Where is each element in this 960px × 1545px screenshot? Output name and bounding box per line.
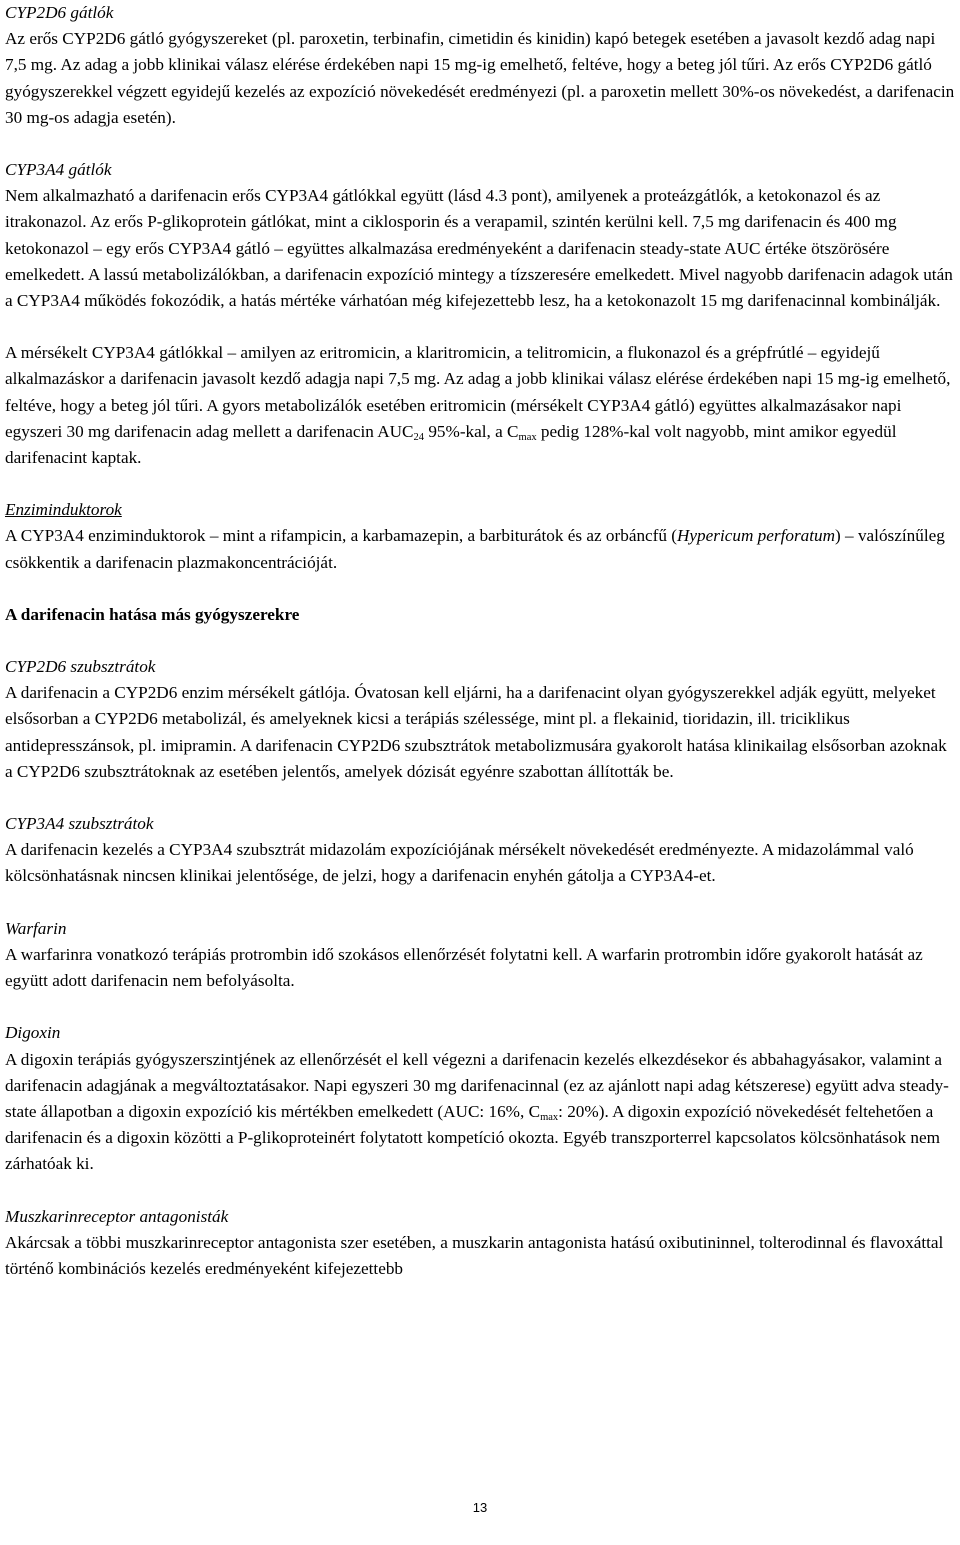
digoxin-cmax-subscript: max: [540, 1111, 559, 1123]
heading-cyp2d6-substrates: CYP2D6 szubsztrátok: [5, 657, 156, 677]
paragraph-muscarinic-antagonists: Akárcsak a többi muszkarinreceptor antagonista szer esetében, a muszkarin antagonista hatású oxibutininnel, tolterodinnal és flavoxáttal történő kombinációs kezelés eredményeként kifejezettebb: [5, 1232, 944, 1278]
cmax-subscript: max: [518, 431, 537, 443]
moderate-text-3: pedig 128%-kal volt nagyobb, mint amikor egyedül darifenacint kaptak.: [5, 421, 897, 468]
paragraph-cyp3a4-inhibitors: Nem alkalmazható a darifenacin erős CYP3A4 gátlókkal együtt (lásd 4.3 pont), amilyenek a proteázgátlók, a ketokonazol és az itrakonazol. Az erős P-glikoprotein gátlókat, mint a ciklosporin és a verapamil, szintén kerülni kell. 7,5 mg darifenacin és 400 mg ketokonazol – egy erős CYP3A4 gátló – együttes alkalmazása eredményeként a darifenacin steady-state AUC értéke ötszörösére emelkedett. A lassú metabolizálókban, a darifenacin expozíció mintegy a tízszeresére emelkedett. Mivel nagyobb darifenacin adagok után a CYP3A4 működés fokozódik, a hatás mértéke várhatóan még kifejezettebb lesz, ha a ketokonazolt 15 mg darifenacinnal kombinálják.: [5, 186, 953, 311]
paragraph-digoxin: [5, 1047, 955, 1178]
paragraph-warfarin: A warfarinra vonatkozó terápiás protrombin idő szokásos ellenőrzését folytatni kell. A warfarin protrombin időre gyakorolt hatását az együtt adott darifenacin nem befolyásolta.: [5, 944, 923, 991]
inducers-text-2: ) – valószínűleg csökkentik a darifenacin plazmakoncentrációját.: [5, 526, 945, 572]
heading-enzyme-inducers: Enziminduktorok: [5, 500, 122, 520]
digoxin-text-1: A digoxin terápiás gyógyszerszintjének az ellenőrzését el kell végezni a darifenacin kezelés elkezdésekor és abbahagyásakor, valamint a darifenacin adagjának a megváltoztatásakor. Napi egyszeri 30 mg darifenacinnal (ez az ajánlott napi adag kétszerese) együtt adva steady-state állapotban a digoxin expozíció kis mértékben emelkedett (AUC: 16%, C: [5, 1049, 949, 1121]
inducers-text-1: A CYP3A4 enziminduktorok – mint a rifampicin, a karbamazepin, a barbiturátok és az orbáncfű (: [5, 526, 678, 546]
heading-warfarin: Warfarin: [5, 918, 67, 938]
paragraph-moderate-cyp3a4: [5, 340, 955, 471]
moderate-text-1: A mérsékelt CYP3A4 gátlókkal – amilyen az eritromicin, a klaritromicin, a telitromicin, a flukonazol és a grépfrútlé – egyidejű alkalmazáskor a darifenacin javasolt kezdő adagja napi 7,5 mg. Az adag a jobb klinikai válasz elérése érdekében napi 15 mg-ig emelhető, feltéve, hogy a beteg jól tűri. A gyors metabolizálók esetében eritromicin (mérsékelt CYP3A4 gátló) együttes alkalmazásakor napi egyszeri 30 mg darifenacin adag mellett a darifenacin AUC: [5, 343, 951, 441]
paragraph-cyp2d6-inhibitors: Az erős CYP2D6 gátló gyógyszereket (pl. paroxetin, terbinafin, cimetidin és kinidin) kapó betegek esetében a javasolt kezdő adag napi 7,5 mg. Az adag a jobb klinikai válasz elérése érdekében napi 15 mg-ig emelhető, feltéve, hogy a beteg jól tűri. Az erős CYP2D6 gátló gyógyszerekkel végzett egyidejű kezelés az expozíció növekedését eredményezi (pl. a paroxetin mellett 30%-os növekedést, a darifenacin 30 mg-os adagja esetén).: [5, 29, 955, 127]
heading-effects-on-other-drugs: A darifenacin hatása más gyógyszerekre: [5, 604, 300, 624]
heading-digoxin: Digoxin: [5, 1023, 61, 1043]
hypericum-name: Hypericum perforatum: [677, 526, 836, 546]
paragraph-enzyme-inducers: [5, 523, 955, 575]
heading-cyp3a4-inhibitors: CYP3A4 gátlók: [5, 160, 112, 180]
heading-cyp2d6-inhibitors: CYP2D6 gátlók: [5, 3, 114, 22]
heading-cyp3a4-substrates: CYP3A4 szubsztrátok: [5, 814, 154, 834]
page-number: 13: [472, 1500, 488, 1515]
moderate-text-2: 95%-kal, a C: [424, 421, 519, 441]
paragraph-cyp2d6-substrates: A darifenacin a CYP2D6 enzim mérsékelt gátlója. Óvatosan kell eljárni, ha a darifenacint olyan gyógyszerekkel adják együtt, melyeket elsősorban a CYP2D6 metabolizál, és amelyeknek kicsi a terápiás szélessége, mint pl. a flekainid, tioridazin, ill. triciklikus antidepresszánsok, pl. imipramin. A darifenacin CYP2D6 szubsztrátok metabolizmusára gyakorolt hatása klinikailag elsősorban azoknak a CYP2D6 szubsztrátoknak az esetében jelentős, amelyek dózisát egyénre szabottan állították be.: [5, 683, 947, 781]
document-page: [5, 0, 955, 1282]
heading-muscarinic-antagonists: Muszkarinreceptor antagonisták: [5, 1206, 229, 1226]
paragraph-cyp3a4-substrates: A darifenacin kezelés a CYP3A4 szubsztrát midazolám expozíciójának mérsékelt növekedését eredményezte. A midazolámmal való kölcsönhatásnak nincsen klinikai jelentősége, de jelzi, hogy a darifenacin enyhén gátolja a CYP3A4-et.: [5, 840, 914, 886]
digoxin-text-2: : 20%). A digoxin expozíció növekedését feltehetően a darifenacin és a digoxin közötti a P-glikoproteinért folytatott kompetíció okozta. Egyéb transzporterrel kapcsolatos kölcsönhatások nem zárhatóak ki.: [5, 1101, 941, 1174]
auc-subscript: 24: [413, 431, 425, 443]
